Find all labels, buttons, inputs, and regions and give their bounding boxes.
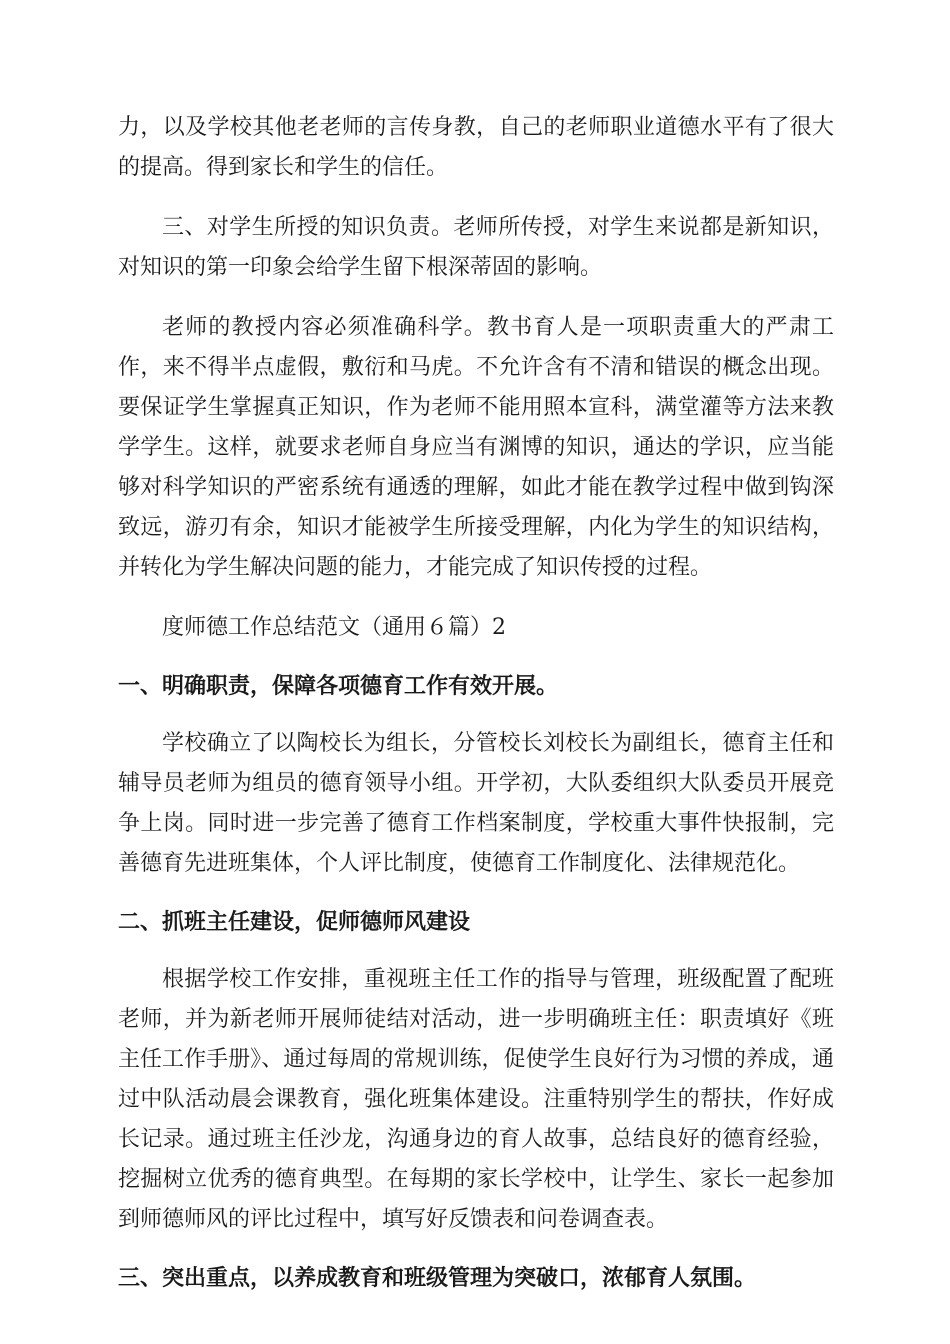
heading-section-three: 三、突出重点，以养成教育和班级管理为突破口，浓郁育人氛围。	[118, 1265, 757, 1291]
paragraph-continuation: 力，以及学校其他老老师的言传身教，自己的老师职业道德水平有了很大的提高。得到家长和学生的信任。	[118, 115, 834, 180]
paragraph-section-three: 三、对学生所授的知识负责。老师所传授，对学生来说都是新知识，对知识的第一印象会给学生留下根深蒂固的影响。	[118, 215, 834, 280]
heading-section-two: 二、抓班主任建设，促师德师风建设	[118, 909, 471, 935]
document-body	[118, 108, 834, 1298]
paragraph-leadership-group: 学校确立了以陶校长为组长，分管校长刘校长为副组长，德育主任和辅导员老师为组员的德育领导小组。开学初，大队委组织大队委员开展竞争上岗。同时进一步完善了德育工作档案制度，学校重大事件快报制，完善德育先进班集体，个人评比制度，使德育工作制度化、法律规范化。	[118, 731, 834, 876]
heading-section-one: 一、明确职责，保障各项德育工作有效开展。	[118, 673, 559, 699]
paragraph-head-teacher: 根据学校工作安排，重视班主任工作的指导与管理，班级配置了配班老师，并为新老师开展师徒结对活动，进一步明确班主任：职责填好《班主任工作手册》、通过每周的常规训练，促使学生良好行为习惯的养成，通过中队活动晨会课教育，强化班集体建设。注重特别学生的帮扶，作好成长记录。通过班主任沙龙，沟通身边的育人故事，总结良好的德育经验，挖掘树立优秀的德育典型。在每期的家长学校中，让学生、家长一起参加到师德师风的评比过程中，填写好反馈表和问卷调查表。	[118, 967, 834, 1232]
paragraph-teaching-content: 老师的教授内容必须准确科学。教书育人是一项职责重大的严肃工作，来不得半点虚假，敷衍和马虎。不允许含有不清和错误的概念出现。要保证学生掌握真正知识，作为老师不能用照本宣科，满堂灌等方法来教学学生。这样，就要求老师自身应当有渊博的知识，通达的学识，应当能够对科学知识的严密系统有通透的理解，如此才能在教学过程中做到钩深致远，游刃有余，知识才能被学生所接受理解，内化为学生的知识结构，并转化为学生解决问题的能力，才能完成了知识传授的过程。	[118, 315, 834, 580]
document-subtitle: 度师德工作总结范文（通用６篇）2	[162, 615, 506, 640]
